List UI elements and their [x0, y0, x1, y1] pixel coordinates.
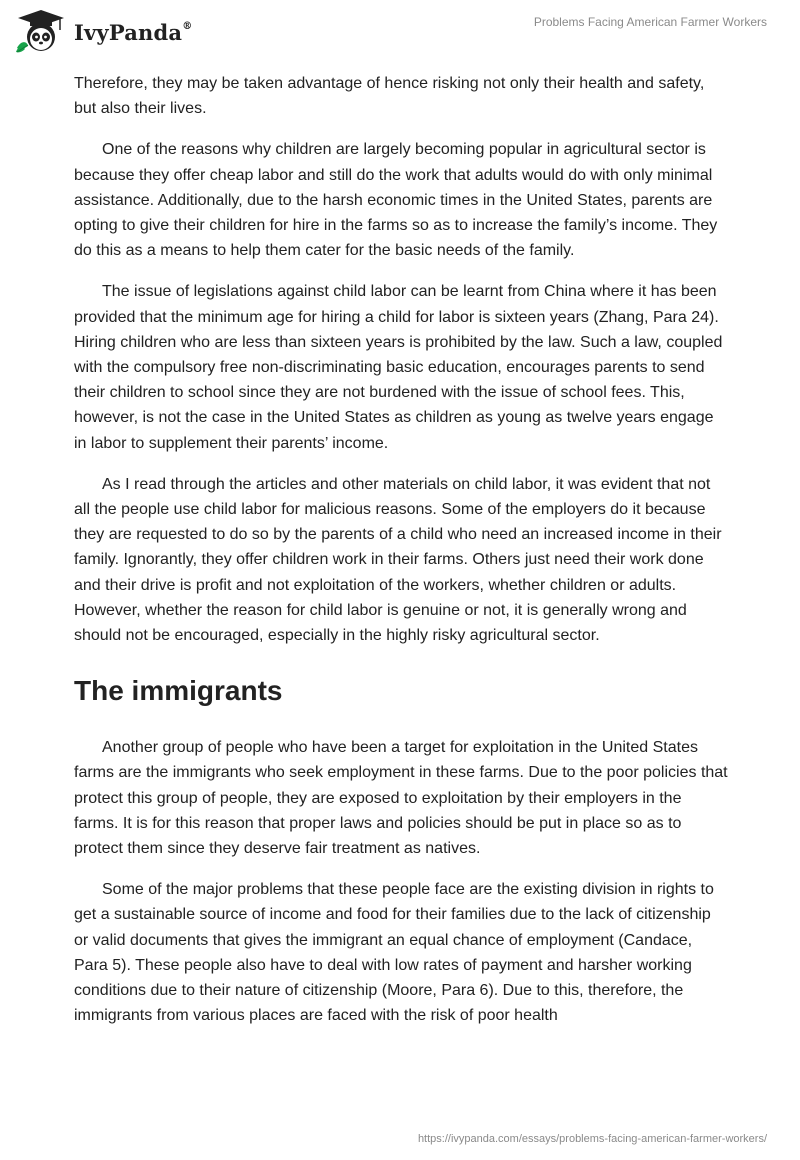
paragraph: Therefore, they may be taken advantage of hence risking not only their health and safety, but also their lives. — [74, 75, 705, 118]
page-header — [0, 0, 800, 60]
paragraph: Some of the major problems that these people face are the existing division in rights to get a sustainable source of income and food for their families due to the lack of citizenship or valid documents that gives the immigrant an equal chance of employment (Candace, Para 5). These people also have to deal with low rates of payment and harsher working conditions due to their nature of citizenship (Moore, Para 6). Due to this, therefore, the immigrants from various places are faced with the risk of poor health — [74, 881, 714, 1025]
paragraph: Another group of people who have been a target for exploitation in the United States farms are the immigrants who seek employment in these farms. Due to the poor policies that protect this group of people, they are exposed to exploitation by their employers in the farms. It is for this reason that proper laws and policies should be put in place so as to protect them since they deserve fair treatment as natives. — [74, 739, 728, 858]
document-title: Problems Facing American Farmer Workers — [533, 15, 767, 29]
source-url[interactable]: https://ivypanda.com/essays/problems-facing-american-farmer-workers/ — [417, 1133, 767, 1145]
paragraph: As I read through the articles and other materials on child labor, it was evident that not all the people use child labor for malicious reasons. Some of the employers do it because they are requested to do so by the parents of a child who need an increased income in their family. Ignorantly, they offer children work in their farms. Others just need their work done and their drive is profit and not exploitation of the workers, whether children or adults. However, whether the reason for child labor is genuine or not, it is generally wrong and should not be encouraged, especially in the highly risky agricultural sector. — [74, 475, 722, 645]
paragraph: One of the reasons why children are largely becoming popular in agricultural sector is because they offer cheap labor and still do the work that adults would do with only minimal assistance. Additionally, due to the harsh economic times in the United States, parents are opting to give their children for hire in the farms so as to increase the family’s income. They do this as a means to help them cater for the basic needs of the family. — [74, 141, 718, 260]
essay-body — [74, 71, 729, 1045]
panda-graduate-icon — [14, 8, 68, 54]
ivypanda-logo[interactable] — [14, 8, 192, 54]
logo-text: IvyPanda® — [74, 19, 193, 45]
paragraph: The issue of legislations against child labor can be learnt from China where it has been provided that the minimum age for hiring a child for labor is sixteen years (Zhang, Para 24). Hiring children who are less than sixteen years is prohibited by the law. Such a law, coupled with the compulsory free non-discriminating basic education, encourages parents to send their children to school since they are not burdened with the issue of school fees. This, however, is not the case in the United States as children as young as twelve years engage in labor to supplement their parents’ income. — [74, 283, 723, 452]
section-heading: The immigrants — [74, 675, 283, 707]
registered-mark: ® — [182, 20, 193, 32]
